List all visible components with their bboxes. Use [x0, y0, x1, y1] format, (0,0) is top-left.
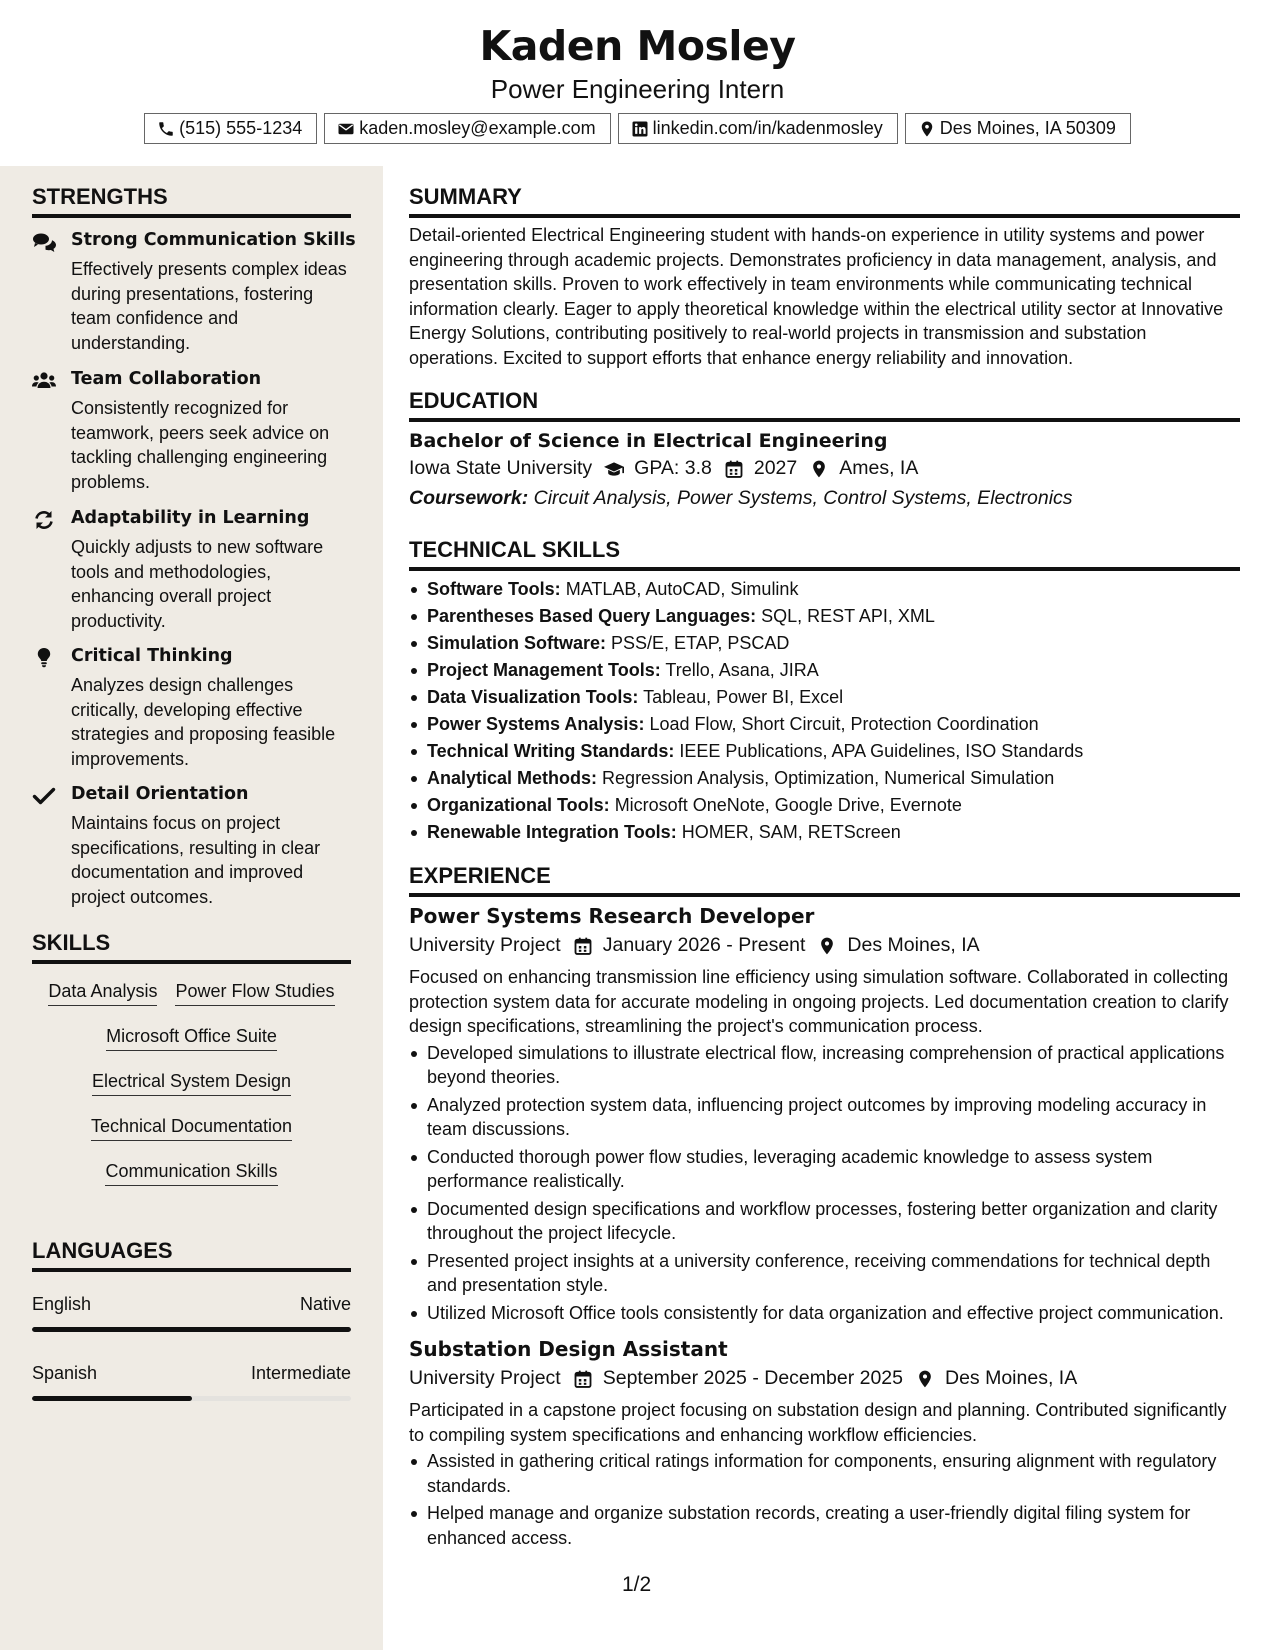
strength-desc: Analyzes design challenges critically, developing effective strategies and proposing feasible improvements. — [71, 675, 336, 769]
contact-email-text: kaden.mosley@example.com — [359, 118, 596, 138]
skill-tag: Technical Documentation — [91, 1116, 292, 1141]
list-item: Developed simulations to illustrate electrical flow, increasing comprehension of practical applications beyond theories. — [409, 1041, 1240, 1090]
page-number: 1/2 — [622, 1573, 652, 1596]
language-name: English — [32, 1294, 92, 1314]
skill-tag: Electrical System Design — [92, 1071, 291, 1096]
skill-row — [32, 1116, 351, 1141]
list-item: Technical Writing Standards: IEEE Publications, APA Guidelines, ISO Standards — [409, 738, 1240, 765]
contact-linkedin[interactable] — [618, 113, 898, 144]
list-item: Organizational Tools: Microsoft OneNote, Google Drive, Evernote — [409, 792, 1240, 819]
calendar-icon — [573, 936, 593, 956]
list-item: Parentheses Based Query Languages: SQL, REST API, XML — [409, 603, 1240, 630]
language-proficiency-fill — [32, 1327, 351, 1332]
languages-title: LANGUAGES — [32, 1238, 351, 1272]
location-pin-icon — [915, 1369, 935, 1389]
contact-location — [905, 113, 1131, 144]
summary-section — [409, 184, 1240, 370]
strength-title: Detail Orientation — [71, 784, 249, 804]
gpa: GPA: 3.8 — [634, 457, 712, 479]
experience-section — [409, 863, 1240, 1550]
language-proficiency-fill — [32, 1396, 192, 1401]
email-icon — [337, 120, 355, 138]
location-pin-icon — [809, 459, 829, 479]
education-section — [409, 388, 1240, 510]
language-level: Native — [299, 1294, 351, 1314]
job-entry — [409, 904, 1240, 1325]
job-meta — [409, 1367, 1240, 1390]
list-item: Project Management Tools: Trello, Asana, JIRA — [409, 657, 1240, 684]
job-bullets — [409, 1041, 1240, 1326]
phone-icon — [157, 120, 175, 138]
candidate-role: Power Engineering Intern — [490, 74, 785, 104]
skill-tag: Data Analysis — [48, 981, 157, 1006]
strength-title: Team Collaboration — [71, 369, 262, 389]
education-meta — [409, 457, 1240, 480]
linkedin-icon — [631, 120, 649, 138]
degree-name: Bachelor of Science in Electrical Engineering — [409, 430, 888, 452]
job-summary: Focused on enhancing transmission line efficiency using simulation software. Collaborated in collecting protection system data for accurate modeling in ongoing projects. Led documentation creation to clarify design specifications, streamlining the project's communication process. — [409, 967, 1229, 1036]
language-level: Intermediate — [250, 1363, 351, 1383]
job-dates: September 2025 - December 2025 — [602, 1367, 903, 1389]
list-item: Assisted in gathering critical ratings information for components, ensuring alignment with regulatory standards. — [409, 1449, 1240, 1498]
location-pin-icon — [817, 936, 837, 956]
list-item: Renewable Integration Tools: HOMER, SAM, RETScreen — [409, 819, 1240, 846]
job-summary: Participated in a capstone project focusing on substation design and planning. Contributed significantly to compiling system specifications and enhancing workflow efficiencies. — [409, 1400, 1227, 1445]
sidebar — [0, 166, 383, 1650]
contact-location-text: Des Moines, IA 50309 — [939, 118, 1116, 138]
calendar-icon — [724, 459, 744, 479]
skill-row — [32, 1161, 351, 1186]
strength-desc: Consistently recognized for teamwork, peers seek advice on tackling challenging engineering problems. — [71, 398, 330, 492]
language-proficiency-bar — [32, 1396, 351, 1401]
list-item: Documented design specifications and workflow processes, fostering better organization and clarity throughout the project lifecycle. — [409, 1197, 1240, 1246]
list-item: Helped manage and organize substation records, creating a user-friendly digital filing system for enhanced access. — [409, 1501, 1240, 1550]
lightbulb-icon — [32, 648, 56, 668]
list-item: Analytical Methods: Regression Analysis, Optimization, Numerical Simulation — [409, 765, 1240, 792]
list-item: Conducted thorough power flow studies, leveraging academic knowledge to assess system performance realistically. — [409, 1145, 1240, 1194]
skill-row — [32, 1071, 351, 1096]
education-title: EDUCATION — [409, 388, 1240, 422]
graduation-year: 2027 — [753, 457, 798, 479]
language-proficiency-bar — [32, 1327, 351, 1332]
technical-skills-list — [409, 576, 1240, 846]
contact-email[interactable] — [324, 113, 610, 144]
job-location: Des Moines, IA — [847, 934, 980, 956]
list-item: Data Visualization Tools: Tableau, Power BI, Excel — [409, 684, 1240, 711]
strength-desc: Effectively presents complex ideas during presentations, fostering team confidence and understanding. — [71, 259, 347, 353]
job-bullets — [409, 1449, 1240, 1550]
list-item: Simulation Software: PSS/E, ETAP, PSCAD — [409, 630, 1240, 657]
users-icon — [32, 371, 56, 391]
strength-title: Critical Thinking — [71, 646, 233, 666]
calendar-icon — [573, 1369, 593, 1389]
checkmark-icon — [32, 786, 56, 806]
job-title: Substation Design Assistant — [409, 1337, 728, 1361]
skill-tag: Communication Skills — [105, 1161, 277, 1186]
location-pin-icon — [918, 120, 936, 138]
job-meta — [409, 934, 1240, 957]
graduation-cap-icon — [604, 459, 624, 479]
technical-skills-title: TECHNICAL SKILLS — [409, 537, 1240, 571]
language-name: Spanish — [32, 1363, 98, 1383]
strength-title: Strong Communication Skills — [71, 230, 356, 250]
refresh-icon — [32, 510, 56, 530]
candidate-name: Kaden Mosley — [479, 22, 796, 70]
coursework-label: Coursework: — [409, 487, 529, 509]
list-item: Analyzed protection system data, influencing project outcomes by improving modeling accuracy in team discussions. — [409, 1093, 1240, 1142]
coursework — [409, 487, 1240, 510]
contact-phone[interactable] — [144, 113, 317, 144]
skill-tag: Power Flow Studies — [175, 981, 334, 1006]
job-dates: January 2026 - Present — [602, 934, 806, 956]
coursework-list: Circuit Analysis, Power Systems, Control Systems, Electronics — [533, 487, 1073, 509]
job-org: University Project — [409, 934, 561, 956]
summary-title: SUMMARY — [409, 184, 1240, 218]
strength-desc: Maintains focus on project specifications, resulting in clear documentation and improved project outcomes. — [71, 813, 321, 907]
list-item: Power Systems Analysis: Load Flow, Short Circuit, Protection Coordination — [409, 711, 1240, 738]
skill-row — [32, 1026, 351, 1051]
school-location: Ames, IA — [839, 457, 919, 479]
contact-bar — [0, 113, 1275, 144]
languages-section — [32, 1238, 351, 1383]
job-org: University Project — [409, 1367, 561, 1389]
list-item: Utilized Microsoft Office tools consistently for data organization and effective project communication. — [409, 1301, 1240, 1326]
skill-tag: Microsoft Office Suite — [106, 1026, 277, 1051]
strengths-title: STRENGTHS — [32, 184, 351, 218]
job-title: Power Systems Research Developer — [409, 904, 815, 928]
skill-row — [32, 981, 351, 1006]
school-name: Iowa State University — [409, 457, 593, 479]
strength-desc: Quickly adjusts to new software tools and methodologies, enhancing overall project productivity. — [71, 537, 324, 631]
list-item: Software Tools: MATLAB, AutoCAD, Simulink — [409, 576, 1240, 603]
chat-bubbles-icon — [32, 232, 56, 252]
job-entry — [409, 1337, 1240, 1550]
experience-title: EXPERIENCE — [409, 863, 1240, 897]
resume-header — [0, 0, 1275, 166]
strength-title: Adaptability in Learning — [71, 508, 310, 528]
skills-title: SKILLS — [32, 930, 351, 964]
technical-skills-section — [409, 537, 1240, 846]
contact-linkedin-text: linkedin.com/in/kadenmosley — [652, 118, 883, 138]
summary-text: Detail-oriented Electrical Engineering student with hands-on experience in utility systems and power engineering through academic projects. Demonstrates proficiency in data management, analysis, and presentation skills. Proven to work effectively in team environments while communicating technical information clearly. Eager to apply theoretical knowledge within the electrical utility sector at Innovative Energy Solutions, contributing positively to real-world projects in transmission and substation operations. Excited to support efforts that enhance energy reliability and innovation. — [409, 225, 1224, 368]
job-location: Des Moines, IA — [944, 1367, 1078, 1389]
list-item: Presented project insights at a university conference, receiving commendations for technical depth and presentation style. — [409, 1249, 1240, 1298]
strengths-section — [32, 184, 356, 907]
skills-section — [32, 930, 351, 1181]
contact-phone-text: (515) 555-1234 — [179, 118, 303, 138]
